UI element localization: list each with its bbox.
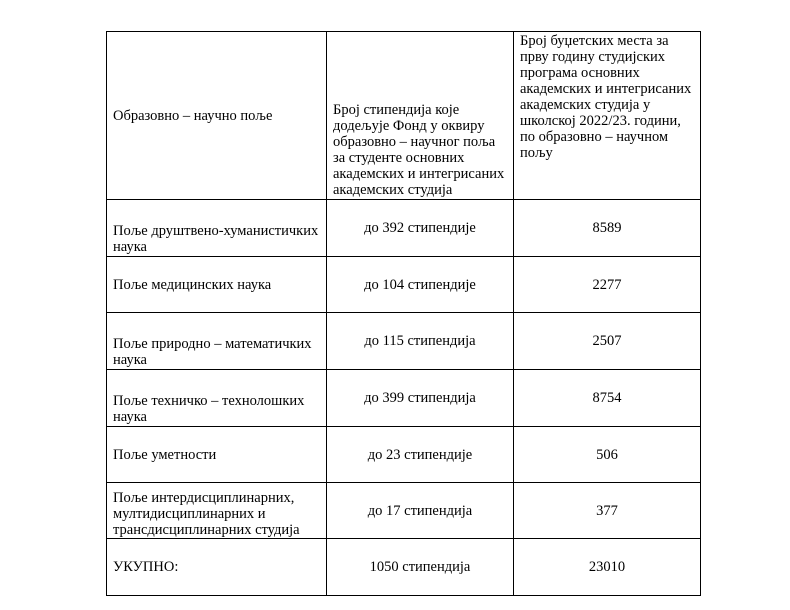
row-field: Поље интердисциплинарних, мултидисциплинарних и трансдисциплинарних студија bbox=[107, 483, 327, 539]
table-row bbox=[107, 483, 701, 539]
row-field: Поље техничко – технолошких наука bbox=[107, 370, 327, 427]
row-field: Поље уметности bbox=[107, 427, 327, 483]
row-budget-places: 506 bbox=[514, 427, 701, 483]
table-row bbox=[107, 257, 701, 313]
header-field-label: Образовно – научно поље bbox=[113, 107, 273, 124]
row-scholarships: до 115 стипендија bbox=[327, 313, 514, 370]
row-budget-places: 8589 bbox=[514, 200, 701, 257]
total-label: УКУПНО: bbox=[107, 539, 327, 596]
header-field bbox=[107, 32, 327, 200]
row-budget-places: 2277 bbox=[514, 257, 701, 313]
table-row bbox=[107, 427, 701, 483]
row-budget-places: 2507 bbox=[514, 313, 701, 370]
row-scholarships: до 392 стипендије bbox=[327, 200, 514, 257]
table-row bbox=[107, 313, 701, 370]
row-field: Поље природно – математичких наука bbox=[107, 313, 327, 370]
row-scholarships: до 23 стипендије bbox=[327, 427, 514, 483]
total-scholarships: 1050 стипендија bbox=[327, 539, 514, 596]
header-scholarships-label: Број стипендија које додељује Фонд у оквиру образовно – научног поља за студенте основних академских и интегрисаних академских студија bbox=[333, 102, 505, 198]
header-budget-places-label: Број буџетских места за прву годину студијских програма основних академских и интегрисаних академских студија у школској 2022/23. години, по образовно – научном пољу bbox=[520, 33, 692, 161]
table-row bbox=[107, 370, 701, 427]
row-field: Поље друштвено-хуманистичких наука bbox=[107, 200, 327, 257]
total-row bbox=[107, 539, 701, 596]
row-scholarships: до 399 стипендија bbox=[327, 370, 514, 427]
header-scholarships bbox=[327, 32, 514, 200]
row-scholarships: до 17 стипендија bbox=[327, 483, 514, 539]
row-budget-places: 8754 bbox=[514, 370, 701, 427]
scholarship-table bbox=[106, 31, 701, 596]
table-header-row bbox=[107, 32, 701, 200]
row-scholarships: до 104 стипендије bbox=[327, 257, 514, 313]
table-row bbox=[107, 200, 701, 257]
row-field: Поље медицинских наука bbox=[107, 257, 327, 313]
header-budget-places bbox=[514, 32, 701, 200]
row-budget-places: 377 bbox=[514, 483, 701, 539]
total-budget-places: 23010 bbox=[514, 539, 701, 596]
